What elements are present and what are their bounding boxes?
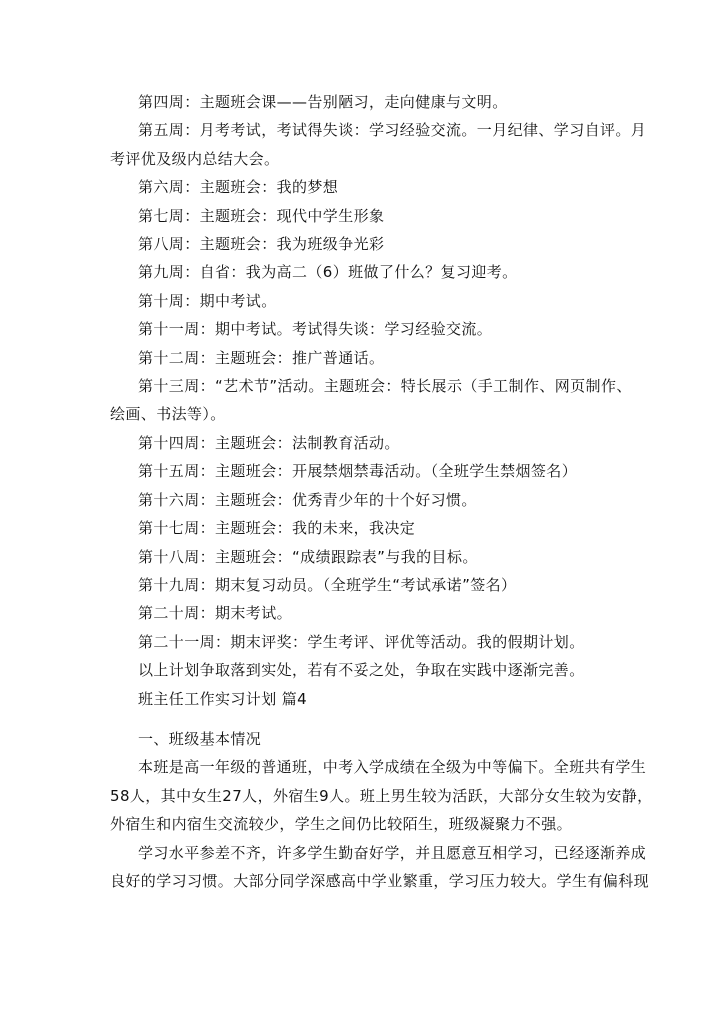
text-line-closing: 以上计划争取落到实处，若有不妥之处，争取在实践中逐渐完善。	[138, 661, 585, 680]
text-line-p2-b: 良好的学习习惯。大部分同学深感高中学业繁重，学习压力较大。学生有偏科现	[110, 871, 650, 890]
text-line-week-20: 第二十周：期末考试。	[138, 604, 293, 623]
section-gap	[110, 713, 608, 725]
text-line-week-12: 第十二周：主题班会：推广普通话。	[138, 348, 385, 367]
text-line-week-13-b: 绘画、书法等）。	[110, 405, 226, 424]
text-line-week-5-b: 考评优及级内总结大会。	[110, 149, 280, 168]
text-line-p2-a: 学习水平参差不齐，许多学生勤奋好学，并且愿意互相学习，已经逐渐养成	[138, 843, 647, 862]
text-line-part-title: 班主任工作实习计划 篇4	[138, 689, 308, 708]
text-line-p1-a: 本班是高一年级的普通班，中考入学成绩在全级为中等偏下。全班共有学生	[138, 758, 647, 777]
text-line-week-11: 第十一周：期中考试。考试得失谈：学习经验交流。	[138, 320, 493, 339]
text-line-week-4: 第四周：主题班会课——告别陋习，走向健康与文明。	[138, 93, 508, 111]
text-line-week-17: 第十七周：主题班会：我的未来，我决定	[138, 519, 416, 538]
text-line-week-16: 第十六周：主题班会：优秀青少年的十个好习惯。	[138, 490, 477, 509]
text-line-week-19: 第十九周：期末复习动员。（全班学生“考试承诺”签名）	[138, 575, 517, 594]
text-line-week-9: 第九周：自省：我为高二（6）班做了什么？复习迎考。	[138, 263, 518, 282]
text-line-week-21: 第二十一周：期末评奖：学生考评、评优等活动。我的假期计划。	[138, 632, 585, 651]
text-line-week-13-a: 第十三周：“艺术节”活动。主题班会：特长展示（手工制作、网页制作、	[138, 377, 632, 396]
text-line-week-5-a: 第五周：月考考试，考试得失谈：学习经验交流。一月纪律、学习自评。月	[138, 121, 647, 140]
text-line-p1-c: 外宿生和内宿生交流较少，学生之间仍比较陌生，班级凝聚力不强。	[110, 815, 573, 834]
weekly-plan-list	[110, 88, 647, 713]
text-line-week-10: 第十周：期中考试。	[138, 291, 277, 310]
document-body	[110, 88, 653, 895]
text-line-week-6: 第六周：主题班会：我的梦想	[138, 178, 339, 197]
class-situation-paragraphs	[110, 753, 653, 895]
text-line-week-14: 第十四周：主题班会：法制教育活动。	[138, 433, 400, 452]
section-heading: 一、班级基本情况	[138, 729, 262, 748]
text-line-week-7: 第七周：主题班会：现代中学生形象	[138, 206, 385, 225]
text-line-week-15: 第十五周：主题班会：开展禁烟禁毒活动。（全班学生禁烟签名）	[138, 462, 578, 481]
text-line-p1-b: 58人，其中女生27人，外宿生9人。班上男生较为活跃，大部分女生较为安静，	[110, 786, 653, 805]
text-line-week-8: 第八周：主题班会：我为班级争光彩	[138, 235, 385, 254]
text-line-week-18: 第十八周：主题班会：“成绩跟踪表”与我的目标。	[138, 547, 478, 566]
